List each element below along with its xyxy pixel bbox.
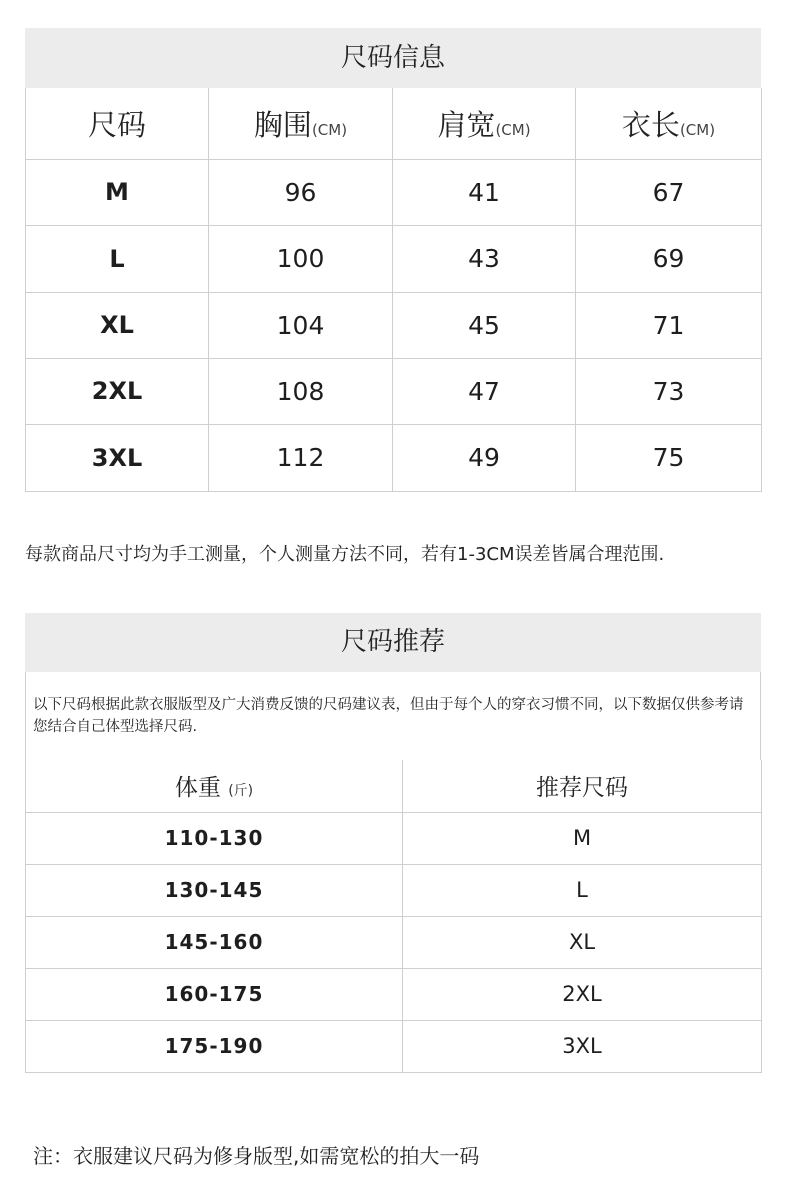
shoulder-value: 45 — [393, 292, 576, 358]
recommend-table-header — [26, 760, 762, 812]
recommended-size: L — [403, 864, 762, 916]
size-label: L — [26, 225, 209, 292]
length-value: 73 — [576, 358, 762, 424]
table-row — [26, 358, 762, 424]
table-row — [26, 424, 762, 491]
table-row — [26, 916, 762, 968]
fit-note: 注：衣服建议尺码为修身版型,如需宽松的拍大一码 — [33, 1144, 480, 1168]
size-label: 2XL — [26, 358, 209, 424]
measurement-notice: 每款商品尺寸均为手工测量，个人测量方法不同，若有1-3CM误差皆属合理范围. — [25, 544, 665, 565]
header-recommended-size: 推荐尺码 — [403, 760, 762, 812]
length-value: 75 — [576, 424, 762, 491]
table-row — [26, 812, 762, 864]
size-recommend-title: 尺码推荐 — [25, 613, 761, 672]
shoulder-value: 49 — [393, 424, 576, 491]
shoulder-value: 43 — [393, 225, 576, 292]
table-row — [26, 968, 762, 1020]
size-info-table — [25, 88, 762, 492]
chest-value: 104 — [209, 292, 393, 358]
chest-value: 108 — [209, 358, 393, 424]
size-info-title: 尺码信息 — [25, 28, 761, 88]
header-weight: 体重 (斤) — [26, 760, 403, 812]
chest-value: 100 — [209, 225, 393, 292]
recommended-size: 2XL — [403, 968, 762, 1020]
header-length: 衣长(CM) — [576, 88, 762, 159]
size-table-header — [26, 88, 762, 159]
length-value: 71 — [576, 292, 762, 358]
table-row — [26, 864, 762, 916]
recommend-intro: 以下尺码根据此款衣服版型及广大消费反馈的尺码建议表，但由于每个人的穿衣习惯不同，以下数据仅供参考请您结合自己体型选择尺码. — [25, 672, 761, 760]
weight-range: 145-160 — [26, 916, 403, 968]
recommended-size: M — [403, 812, 762, 864]
chest-value: 112 — [209, 424, 393, 491]
header-size: 尺码 — [26, 88, 209, 159]
shoulder-value: 47 — [393, 358, 576, 424]
size-label: XL — [26, 292, 209, 358]
length-value: 67 — [576, 159, 762, 225]
table-row — [26, 1020, 762, 1072]
recommended-size: XL — [403, 916, 762, 968]
size-recommend-table — [25, 760, 762, 1073]
header-shoulder: 肩宽(CM) — [393, 88, 576, 159]
length-value: 69 — [576, 225, 762, 292]
header-chest: 胸围(CM) — [209, 88, 393, 159]
table-row — [26, 292, 762, 358]
weight-range: 160-175 — [26, 968, 403, 1020]
table-row — [26, 159, 762, 225]
size-label: 3XL — [26, 424, 209, 491]
recommended-size: 3XL — [403, 1020, 762, 1072]
chest-value: 96 — [209, 159, 393, 225]
size-label: M — [26, 159, 209, 225]
weight-range: 110-130 — [26, 812, 403, 864]
shoulder-value: 41 — [393, 159, 576, 225]
weight-range: 175-190 — [26, 1020, 403, 1072]
weight-range: 130-145 — [26, 864, 403, 916]
table-row — [26, 225, 762, 292]
